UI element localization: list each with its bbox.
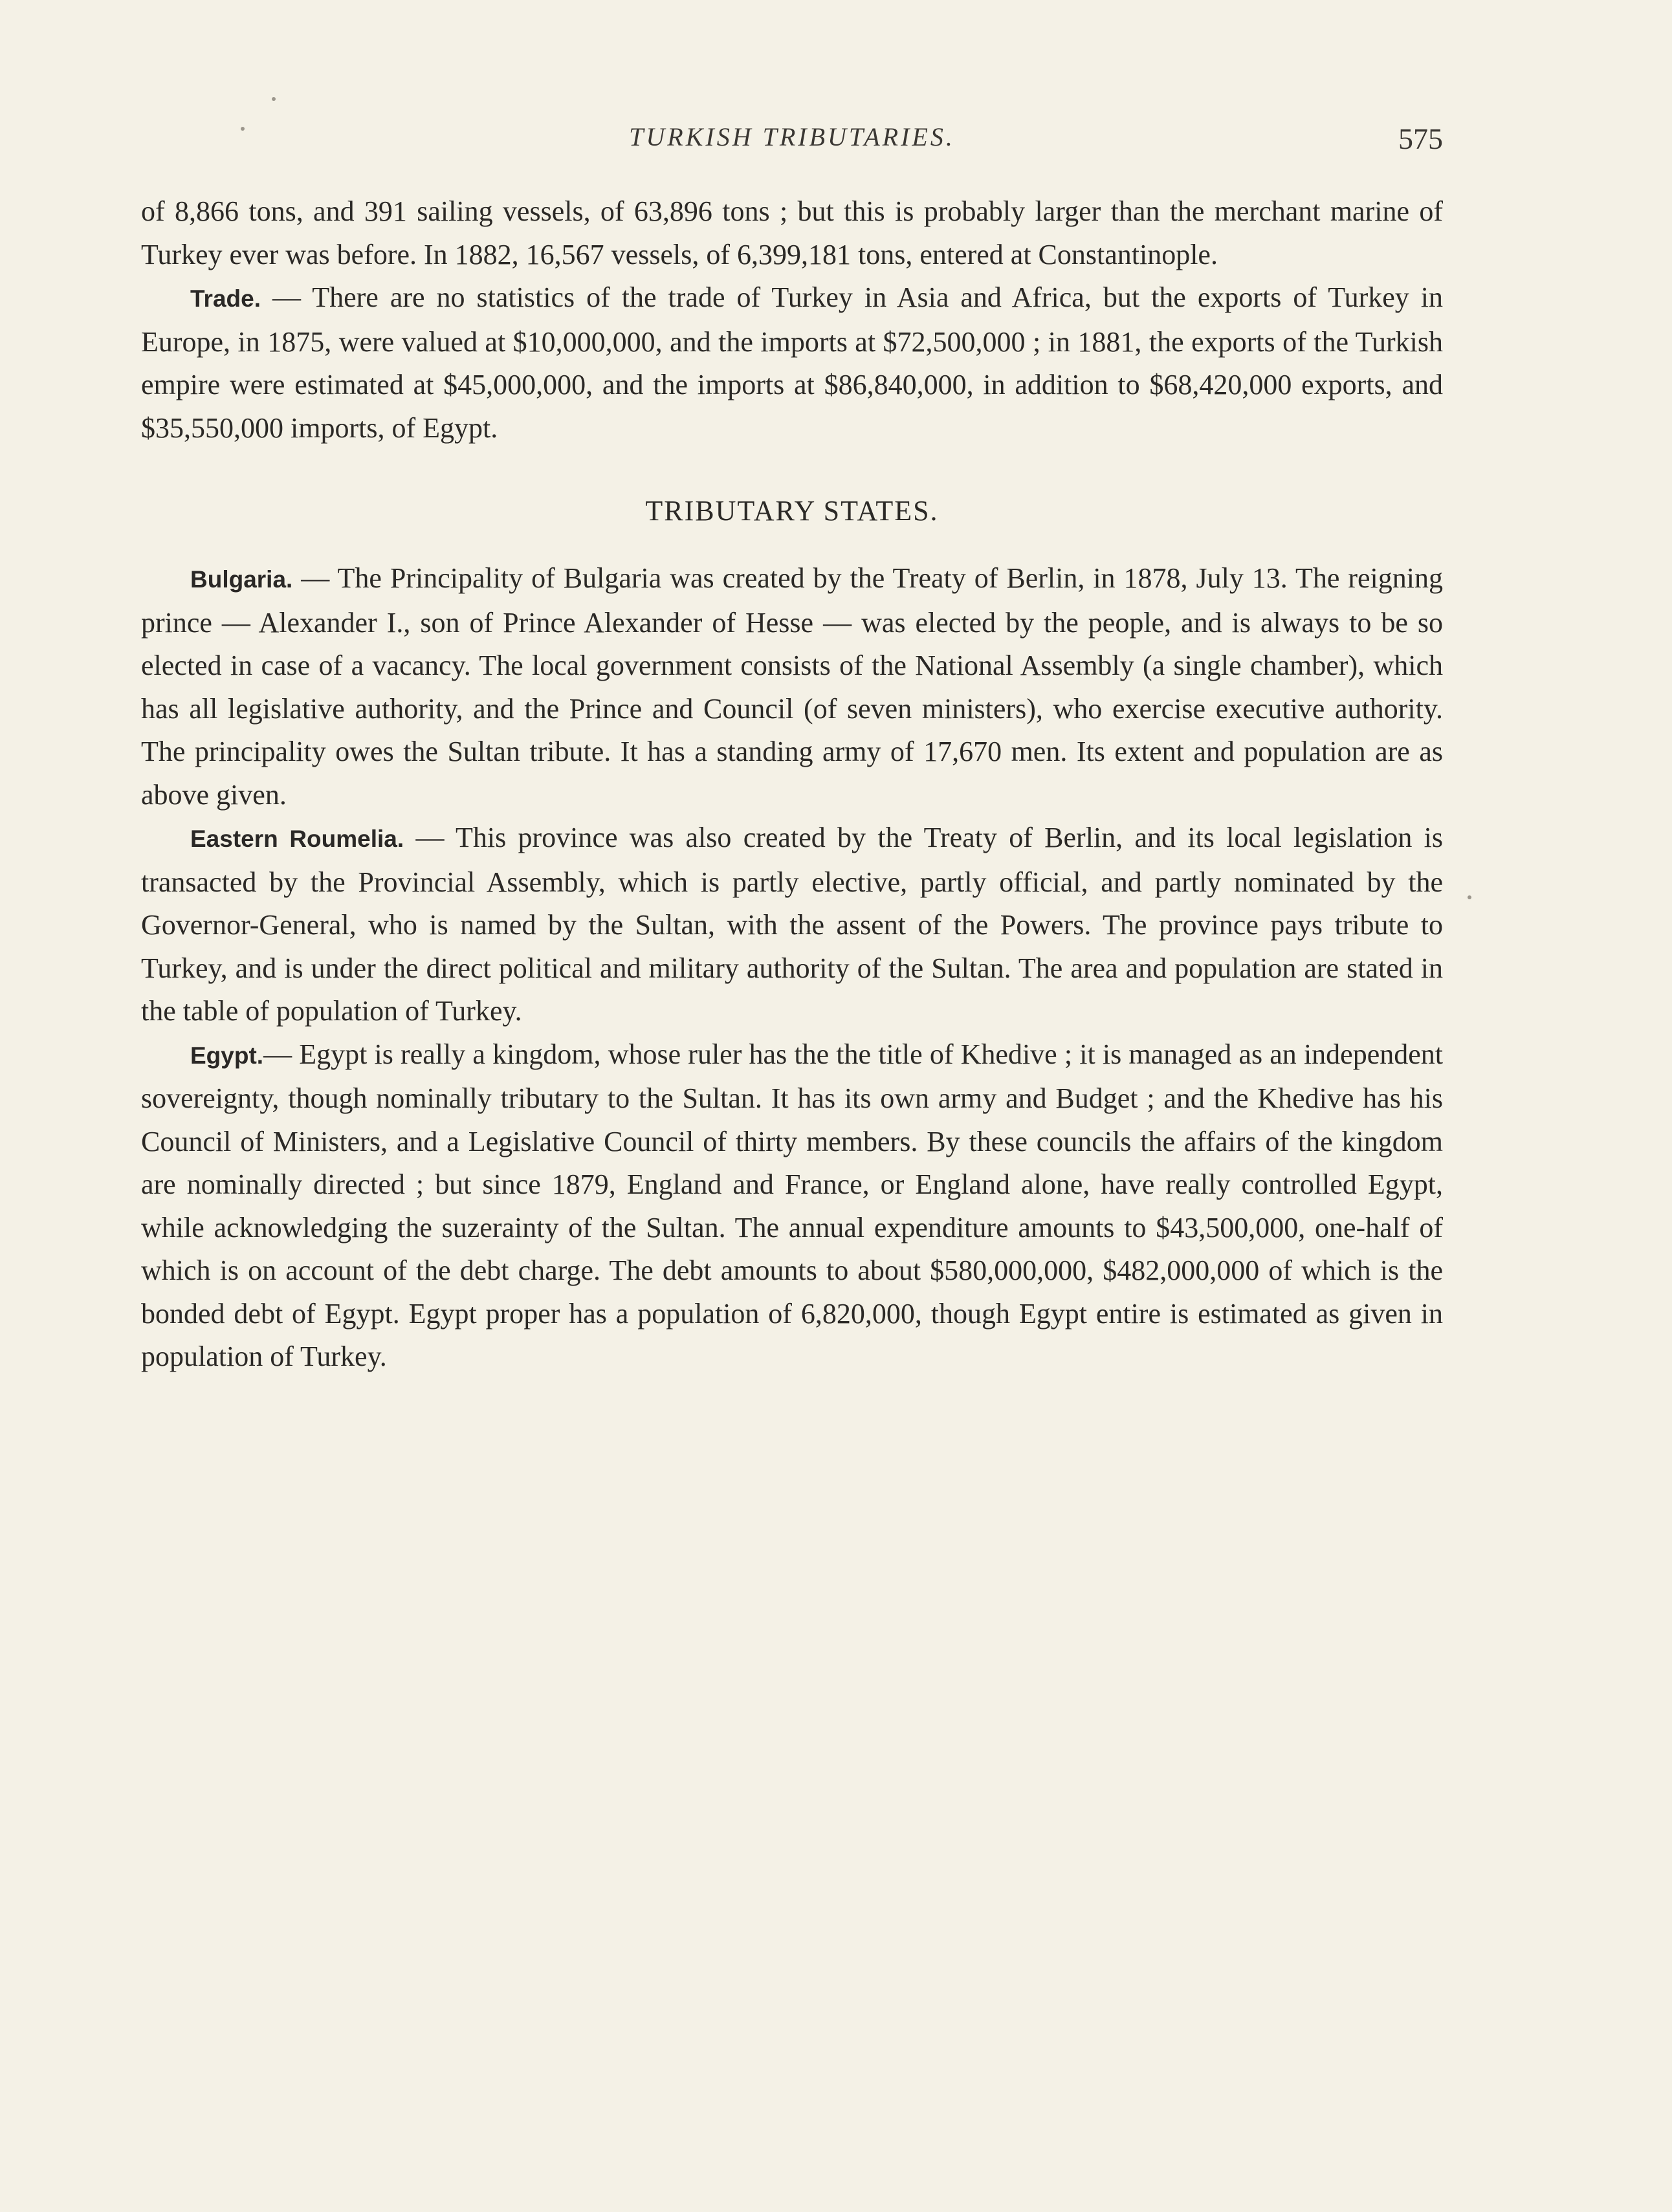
paragraph-trade-text: — There are no statistics of the trade of Turkey in Asia and Africa, but the exports of Turkey in Europe, in 1875, were valued at $10,000,000, and the imports at $72,500,000 ; in 1881, the exports of the Turkish empire were estimated at $45,000,000, and the imports at $86,840,000, in addition to $68,420,000 exports, and $35,550,000 imports, of Egypt.	[141, 281, 1443, 444]
paper-speck	[272, 97, 276, 101]
paragraph-eastern-roumelia-text: — This province was also created by the Treaty of Berlin, and its local legislation is transacted by the Provincial Assembly, which is partly elective, partly official, and partly nominated by the Governor-General, who is named by the Sultan, with the assent of the Powers. The province pays tribute to Turkey, and is under the direct political and military authority of the Sultan. The area and population are stated in the table of population of Turkey.	[141, 822, 1443, 1027]
running-header	[141, 110, 1443, 175]
paragraph-egypt	[141, 1033, 1443, 1379]
paragraph-eastern-roumelia	[141, 816, 1443, 1033]
body-text	[141, 190, 1443, 1379]
run-in-heading-eastern-roumelia: Eastern Roumelia.	[190, 826, 404, 852]
running-title: TURKISH TRIBUTARIES.	[629, 122, 955, 151]
run-in-heading-trade: Trade.	[190, 285, 261, 312]
run-in-heading-egypt: Egypt.	[190, 1042, 264, 1069]
section-heading: TRIBUTARY STATES.	[645, 495, 939, 527]
paragraph-bulgaria	[141, 557, 1443, 816]
book-page	[141, 110, 1443, 1379]
paragraph-egypt-text: — Egypt is really a kingdom, whose ruler has the the title of Khedive ; it is managed as an independent sovereignty, though nominally tributary to the Sultan. It has its own army and Budget ; and the Khedive has his Council of Ministers, and a Legislative Council of thirty members. By these councils the affairs of the kingdom are nominally directed ; but since 1879, England and France, or England alone, have really controlled Egypt, while acknowledging the suzerainty of the Sultan. The annual expenditure amounts to $43,500,000, one-half of which is on account of the debt charge. The debt amounts to about $580,000,000, $482,000,000 of which is the bonded debt of Egypt. Egypt proper has a population of 6,820,000, though Egypt entire is estimated as given in population of Turkey.	[141, 1038, 1443, 1372]
paragraph-bulgaria-text: — The Principality of Bulgaria was created by the Treaty of Berlin, in 1878, July 13. The reigning prince — Alexander I., son of Prince Alexander of Hesse — was elected by the people, and is always to be so elected in case of a vacancy. The local government consists of the National Assembly (a single chamber), which has all legislative authority, and the Prince and Council (of seven ministers), who exercise executive authority. The principality owes the Sultan tribute. It has a standing army of 17,670 men. Its extent and population are as above given.	[141, 562, 1443, 811]
paper-speck	[1468, 895, 1471, 899]
paragraph-shipping: of 8,866 tons, and 391 sailing vessels, of 63,896 tons ; but this is probably larger than the merchant marine of Turkey ever was before. In 1882, 16,567 vessels, of 6,399,181 tons, entered at Constantinople.	[141, 195, 1443, 270]
run-in-heading-bulgaria: Bulgaria.	[190, 566, 293, 593]
paragraph-trade	[141, 276, 1443, 450]
page-number: 575	[1398, 122, 1443, 155]
